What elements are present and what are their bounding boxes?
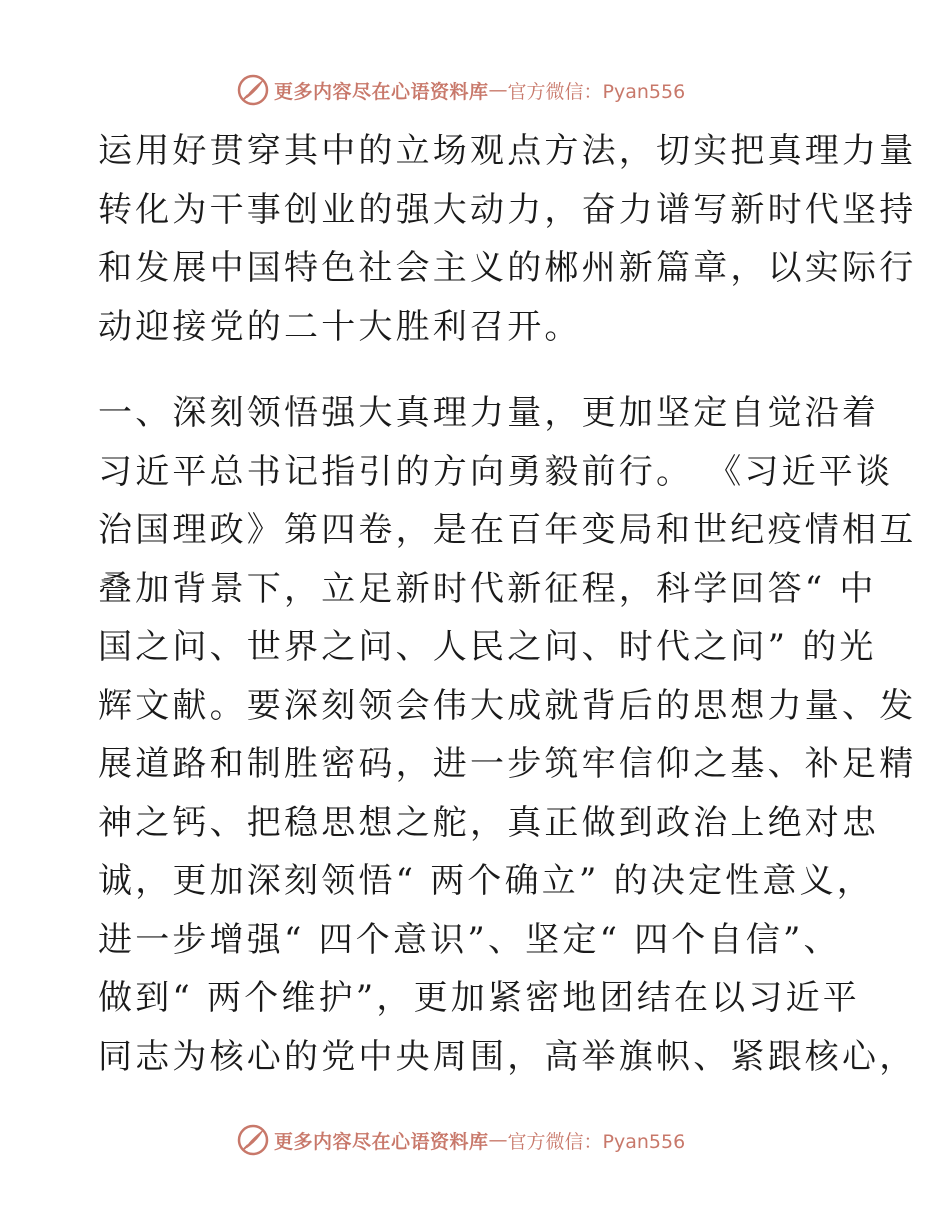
banner-main-text: 更多内容尽在心语资料库	[274, 80, 489, 103]
text-line: 动迎接党的二十大胜利召开。	[98, 306, 582, 347]
banner-dash: —	[488, 1129, 508, 1151]
text-line: 和发展中国特色社会主义的郴州新篇章，以实际行	[98, 248, 917, 288]
paragraph-2	[98, 384, 917, 1086]
feather-pen-logo-icon	[236, 73, 270, 107]
text-line: 治国理政》第四卷，是在百年变局和世纪疫情相互	[98, 510, 917, 550]
feather-pen-logo-icon	[236, 1123, 270, 1157]
text-line: 运用好贯穿其中的立场观点方法，切实把真理力量	[98, 131, 917, 171]
text-line: 转化为干事创业的强大动力，奋力谱写新时代坚持	[98, 189, 917, 230]
text-line: 习近平总书记指引的方向勇毅前行。 《习近平谈	[98, 451, 894, 492]
banner-wechat-text: 官方微信：Pyan556	[507, 80, 686, 103]
paragraph-1	[98, 122, 917, 356]
text-line: 叠加背景下，立足新时代新征程，科学回答“ 中	[98, 568, 877, 609]
banner-dash: —	[488, 79, 508, 101]
body-text	[98, 122, 917, 1086]
text-line: 同志为核心的党中央周围，高举旗帜、紧跟核心，	[98, 1036, 917, 1077]
footer-watermark-banner	[236, 1122, 685, 1158]
text-line: 神之钙、把稳思想之舵，真正做到政治上绝对忠	[98, 802, 880, 843]
text-line: 诚，更加深刻领悟“ 两个确立” 的决定性意义，	[98, 861, 874, 901]
header-watermark-banner	[236, 72, 685, 108]
banner-wechat-text: 官方微信：Pyan556	[507, 1130, 686, 1153]
text-line: 做到“ 两个维护”，更加紧密地团结在以习近平	[98, 978, 860, 1018]
text-line: 展道路和制胜密码，进一步筑牢信仰之基、补足精	[98, 744, 917, 784]
text-line: 进一步增强“ 四个意识”、坚定“ 四个自信”、	[98, 919, 841, 960]
text-line: 国之问、世界之问、人民之问、时代之问” 的光	[98, 627, 877, 667]
banner-main-text: 更多内容尽在心语资料库	[274, 1130, 489, 1153]
text-line: 辉文献。要深刻领会伟大成就背后的思想力量、发	[98, 685, 917, 726]
text-line: 一、深刻领悟强大真理力量，更加坚定自觉沿着	[98, 393, 880, 433]
